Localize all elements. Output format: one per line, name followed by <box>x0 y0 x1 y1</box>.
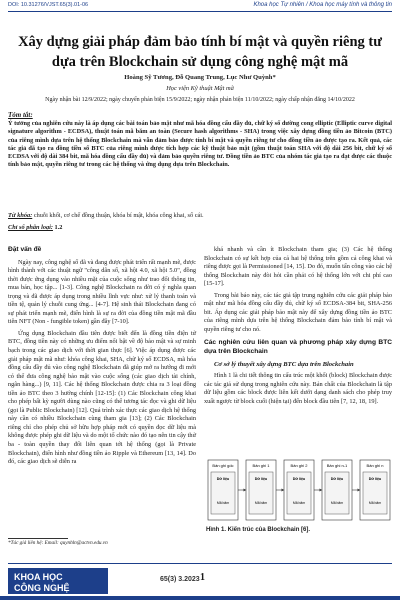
submission-dates: Ngày nhận bài 12/9/2022; ngày chuyển phản biện 15/9/2022; ngày nhận phản biện 11/10/2022; ngày chấp nhận đăng 14/10/2022 <box>45 97 355 103</box>
block-2 <box>284 460 314 520</box>
page-number: 1 <box>200 572 205 583</box>
footnote-divider <box>8 538 68 539</box>
block-data-label: Dữ liệu <box>254 477 268 481</box>
classification-label: Chỉ số phân loại: <box>8 224 53 231</box>
svg-text:KHOA HỌC: KHOA HỌC <box>14 572 63 582</box>
subsection-heading: Cơ sở lý thuyết xây dựng BTC dựa trên Blockchain <box>214 360 354 368</box>
paragraph: Trong bài báo này, các tác giả tập trung nghiên cứu các giải pháp bảo mật như mã hóa đồng cấu đầy đủ, chữ ký số ECDSA-384 bit, SHA-256 bit. Áp dụng các giải pháp bảo mật này để xây dựng đồng tiền ảo BTC của riêng mình dựa trên hệ thống Blockchain đảm bảo tính bí mật và quyền riêng tư cho nó. <box>204 291 392 333</box>
paragraph: Ngày nay, công nghệ số đã và đang được phát triển rất mạnh mẽ, được hình thành với các thuật ngữ "công dân số, xã hội 4.0, xã hội 5.0", đồng thời được ứng dụng vào nhiều mặt của cuộc sống như trao đổi thông tin, mua bán, học tập... [1-3]. Công nghệ Blockchain ra đời có ý nghĩa quan trọng và đã được áp dụng trong nhiều lĩnh vực như: xử lý thanh toán và tiền tệ, quản lý chuỗi cung ứng... [4-7]. Hệ sinh thái Blockchain đang có sự phát triển mạnh mẽ, điển hình là sự ra đời của đồng tiền mật mã đầu tiên NFT (Non - fungible token) gần đây [7-10]. <box>8 258 196 326</box>
block-data-label: Dữ liệu <box>216 477 230 481</box>
block-data-label: Dữ liệu <box>292 477 306 481</box>
section-heading-related: Các nghiên cứu liên quan và phương pháp xây dựng BTC dựa trên Blockchain <box>204 339 392 356</box>
block-hash-label: Mã băm <box>254 501 268 505</box>
paragraph: khá nhanh và cần ít Blockchain tham gia; (3) Các hệ thống Blockchain có sự kết hợp của cả hai hệ thống trên gồm cả công khai và riêng được gọi là Permissioned [14, 15]. Do đó, muốn tấn công vào các hệ thống Blockchain này đòi hỏi cần phải có hệ thống lớn với chi phí cao [15-17]. <box>204 246 392 288</box>
right-column <box>204 246 392 409</box>
footer-divider <box>8 563 392 564</box>
footnote: *Tác giả liên hệ: Email: quynhln@actvn.edu.vn <box>8 540 108 546</box>
paragraph: Hình 1 là chi tiết thông tin cấu trúc một khối (block) Blockchain được các tác giả sử dụng trong nghiên cứu này. Bản chất của Blockchain là tập dữ liệu gồm các block được liên kết dưới dạng danh sách cho phép truy xuất ngược từ block cuối (hiện tại) đến block đầu tiên [7, 12, 18, 19]. <box>204 372 392 405</box>
block-3 <box>322 460 352 520</box>
arrow-head-icon <box>282 489 285 492</box>
figure-caption: Hình 1. Kiến trúc của Blockchain [6]. <box>206 527 311 533</box>
header-divider <box>8 11 392 12</box>
block-hash-label: Mã băm <box>292 501 306 505</box>
block-hash-label: Mã băm <box>368 501 382 505</box>
classification-value: 1.2 <box>54 224 63 231</box>
affiliation: Học viện Kỹ thuật Mật mã <box>166 85 234 92</box>
abstract-heading: Tóm tắt: <box>8 111 33 119</box>
abstract-text: Ý tưởng của nghiên cứu này là áp dụng các bài toán bảo mật như mã hóa đồng cấu đầy đủ, chữ ký số đường cong elliptic (Elliptic curve digital signature algorithm - ECDSA), thuật toán mã băm an toàn (Secure hash algorithms - SHA) trong việc xây dựng đồng tiền ảo Bitcoin (BTC) của riêng mình dựa trên hệ thống Blockchain mà vẫn đảm bảo được tính bí mật và quyền riêng tư cho đồng tiền ảo được tạo ra. Kết quả, các tác giả đã tạo ra đồng tiền số BTC của riêng mình được tích hợp các kỹ thuật bảo mật (gồm thuật toán SHA với độ dài 256 bit, chữ ký số ECDSA với độ dài 384 bit, mã hóa đồng cấu đầy đủ) và đảm bảo quyền riêng tư. Đồng tiền ảo BTC của nhóm tác giả tạo ra đạt được các thuộc tính bảo mật, quyền riêng tư trong các hệ thống và ứng dụng dựa trên Blockchain. <box>8 120 392 169</box>
block-1 <box>246 460 276 520</box>
classification <box>8 224 62 231</box>
paragraph: Ứng dụng Blockchain đầu tiên được biết đến là đồng tiền điện tử BTC, đồng tiền này có những ưu điểm nổi bật về độ bảo mật và sự minh bạch trong các giao dịch với thời gian thực [6]. Việc áp dụng được các giải pháp mật mã như: khóa công khai, SHA, chữ ký số ECDSA, mã hóa đồng cấu đầy đủ vào công nghệ Blockchain đã giúp mở ra hướng đi mới có thể đưa công nghệ bảo mật vào cuộc sống (các giao dịch tài chính, ngân hàng...) [9, 11]. Các hệ thống Blockchain được chia ra 3 loại đồng tiền ảo BTC theo 3 hướng chính [12-15]: (1) Các Blockchain công khai cho phép bất kỳ người dùng nào cũng có thể tương tác đọc và ghi dữ liệu (gọi là Public Blockchain) [12]. Quá trình xác thực các giao dịch hệ thống này cần có nhiều Blockchain cùng tham gia [13]; (2) Các Blockchain riêng chỉ cho phép chủ sở hữu hợp pháp mới có quyền đọc dữ liệu mà không được phép ghi dữ liệu và do một tổ chức nào đó tạo nên tin cậy thử ba - toàn quyền thay đổi liên quan tới hệ thống (gọi là Private Blockchain), điển hình như đồng tiền ảo Ripple và Ethereum [13, 14]. Do đó, các giao dịch sẽ diễn ra <box>8 329 196 466</box>
section-heading-intro: Đặt vấn đề <box>8 246 42 253</box>
authors: Hoàng Sỹ Tương, Đỗ Quang Trung, Lục Như Quỳnh* <box>124 74 276 81</box>
paper-title: Xây dựng giải pháp đảm bảo tính bí mật và quyền riêng tư dựa trên Blockchain sử dụng công nghệ mật mã <box>18 34 382 70</box>
block-hash-label: Mã băm <box>216 501 230 505</box>
footer-bar <box>0 596 400 600</box>
block-data-label: Dữ liệu <box>368 477 382 481</box>
block-hash-label: Mã băm <box>330 501 344 505</box>
blockchain-diagram <box>206 458 392 524</box>
arrow-head-icon <box>320 489 323 492</box>
left-column <box>8 246 196 470</box>
block-title: Bản ghi n <box>366 463 384 468</box>
keywords-text: chuỗi khối, cơ chế đồng thuận, khóa bí mật, khóa công khai, số cái. <box>33 212 204 219</box>
issue-label: 65(3) 3.2023 <box>160 576 200 583</box>
keywords-label: Từ khóa: <box>8 212 33 219</box>
keywords <box>8 212 392 220</box>
arrow-head-icon <box>358 489 361 492</box>
journal-section-label: Khoa học Tự nhiên / Khoa học máy tính và thông tin <box>253 2 392 8</box>
block-title: Bản ghi n-1 <box>326 463 348 468</box>
block-0 <box>208 460 238 520</box>
block-title: Bản ghi gốc <box>212 463 234 468</box>
blockchain-figure <box>206 458 392 524</box>
arrow-head-icon <box>244 489 247 492</box>
block-title: Bản ghi 1 <box>252 463 270 468</box>
doi-label: DOI: 10.31276/VJST.65(3).01-06 <box>8 2 89 8</box>
journal-logo <box>8 566 108 596</box>
block-title: Bản ghi 2 <box>290 463 308 468</box>
svg-text:CÔNG NGHỆ: CÔNG NGHỆ <box>14 583 70 593</box>
block-data-label: Dữ liệu <box>330 477 344 481</box>
block-4 <box>360 460 390 520</box>
